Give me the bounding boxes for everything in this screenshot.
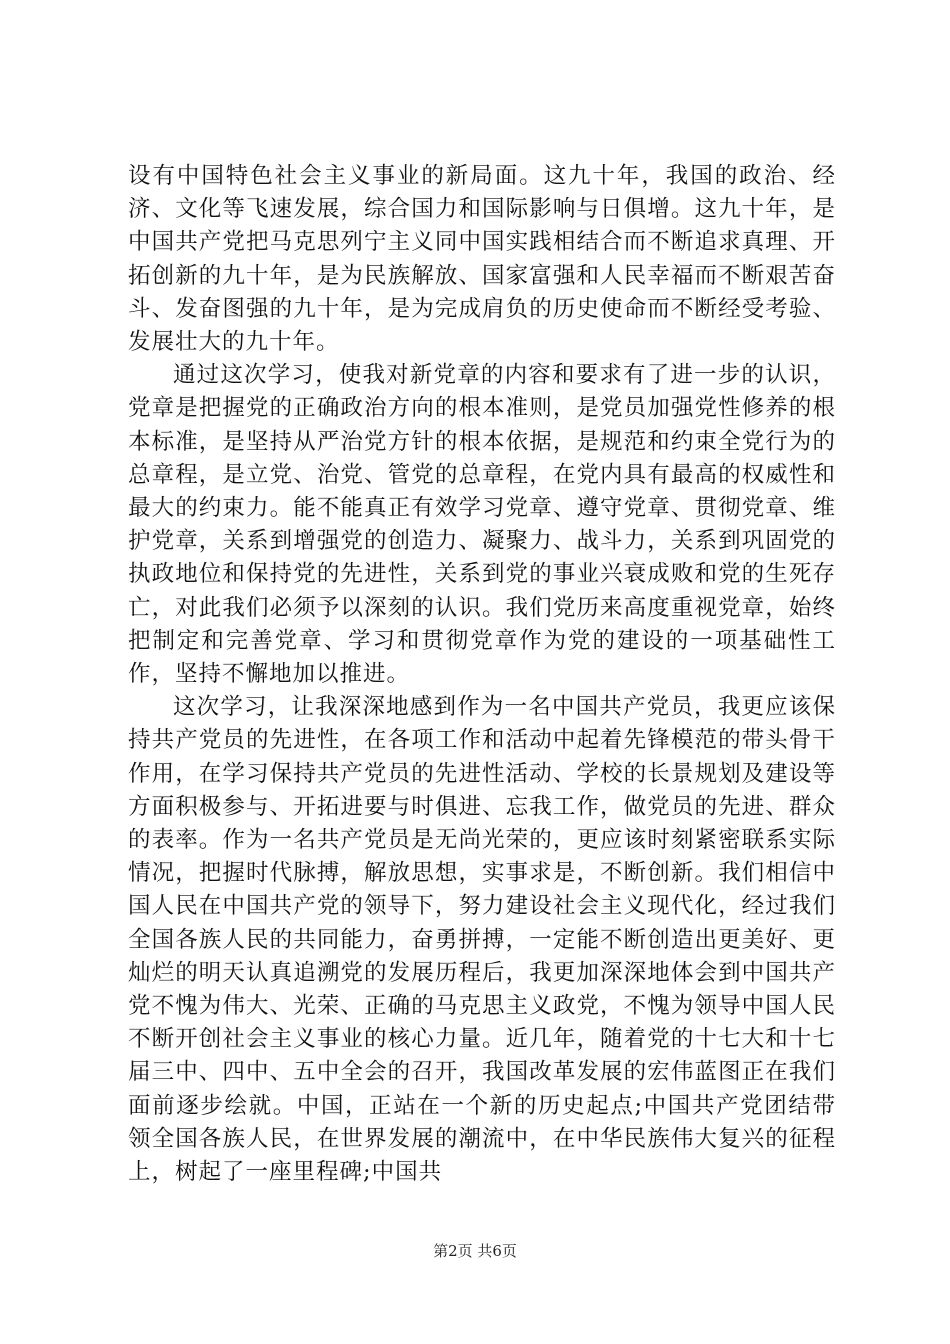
paragraph-2: 通过这次学习，使我对新党章的内容和要求有了进一步的认识，党章是把握党的正确政治方向的根本准则，是党员加强党性修养的根本标准，是坚持从严治党方针的根本依据，是规范和约束全党行为的总章程，是立党、治党、管党的总章程，在党内具有最高的权威性和最大的约束力。能不能真正有效学习党章、遵守党章、贯彻党章、维护党章，关系到增强党的创造力、凝聚力、战斗力，关系到巩固党的执政地位和保持党的先进性，关系到党的事业兴衰成败和党的生死存亡，对此我们必须予以深刻的认识。我们党历来高度重视党章，始终把制定和完善党章、学习和贯彻党章作为党的建设的一项基础性工作，坚持不懈地加以推进。 [128,362,836,688]
paragraph-1: 设有中国特色社会主义事业的新局面。这九十年，我国的政治、经济、文化等飞速发展，综合国力和国际影响与日俱增。这九十年，是中国共产党把马克思列宁主义同中国实践相结合而不断追求真理、开拓创新的九十年，是为民族解放、国家富强和人民幸福而不断艰苦奋斗、发奋图强的九十年，是为完成肩负的历史使命而不断经受考验、发展壮大的九十年。 [128,163,836,356]
document-body [128,160,836,1189]
paragraph-3: 这次学习，让我深深地感到作为一名中国共产党员，我更应该保持共产党员的先进性，在各项工作和活动中起着先锋模范的带头骨干作用，在学习保持共产党员的先进性活动、学校的长景规划及建设等方面积极参与、开拓进要与时俱进、忘我工作，做党员的先进、群众的表率。作为一名共产党员是无尚光荣的，更应该时刻紧密联系实际情况，把握时代脉搏，解放思想，实事求是，不断创新。我们相信中国人民在中国共产党的领导下，努力建设社会主义现代化，经过我们全国各族人民的共同能力，奋勇拼搏，一定能不断创造出更美好、更灿烂的明天认真追溯党的发展历程后，我更加深深地体会到中国共产党不愧为伟大、光荣、正确的马克思主义政党，不愧为领导中国人民不断开创社会主义事业的核心力量。近几年，随着党的十七大和十七届三中、四中、五中全会的召开，我国改革发展的宏伟蓝图正在我们面前逐步绘就。中国，正站在一个新的历史起点;中国共产党团结带领全国各族人民，在世界发展的潮流中，在中华民族伟大复兴的征程上，树起了一座里程碑;中国共 [128,694,836,1186]
page-number-footer: 第2页 共6页 [433,1242,517,1260]
